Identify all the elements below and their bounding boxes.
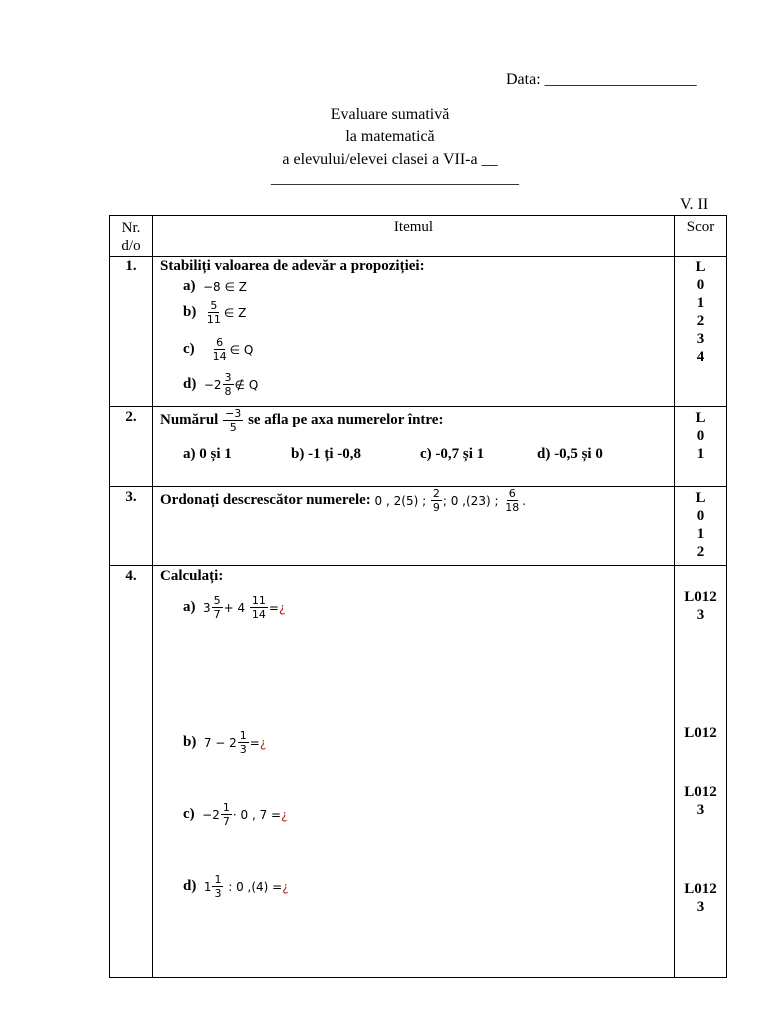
title-line-3: a elevului/elevei clasei a VII-a __ xyxy=(282,151,498,168)
item4c-score: L012 3 xyxy=(684,784,717,818)
item1-option-a: a) −8 ∈ Z xyxy=(183,278,247,294)
item4-prompt: Calculați: xyxy=(160,568,224,584)
item2-option-b: b) -1 ți -0,8 xyxy=(291,446,361,462)
item2-prompt: Numărul $\frac{-3}{5}$ se afla pe axa numerelor între: xyxy=(160,407,444,434)
item2-option-a: a) 0 și 1 xyxy=(183,446,232,462)
item1-score: L 0 1 2 3 4 xyxy=(695,259,706,365)
item4b-score: L012 xyxy=(684,725,717,741)
item2-option-c: c) -0,7 și 1 xyxy=(420,446,485,462)
item4d-score: L012 3 xyxy=(684,881,717,915)
item1-option-c: c) $\frac{6}{14}$ ∈ Q xyxy=(183,336,254,363)
item4-option-c: c) −2 $\frac{1}{7}$ · 0 , 7 = ¿ xyxy=(183,801,288,828)
item3-prompt: Ordonați descrescător numerele: 0 , 2(5) ; $\frac{2}{9}$ ; 0 ,(23) ; $\frac{6}{18}$ . xyxy=(160,487,527,514)
title-line-1: Evaluare sumativă xyxy=(330,106,450,123)
variant-label: V. II xyxy=(680,196,709,213)
item-number: 2. xyxy=(125,409,137,425)
column-header-score: Scor xyxy=(686,219,715,235)
column-header-nr: Nr. d/o xyxy=(121,220,141,254)
date-field: Data: ___________________ xyxy=(506,71,697,88)
student-name-line: _______________________________ xyxy=(271,170,519,187)
item4-option-d: d) 1 $\frac{1}{3}$ : 0 ,(4) = ¿ xyxy=(183,873,289,900)
item3-score: L 0 1 2 xyxy=(695,490,706,560)
item-number: 4. xyxy=(125,568,137,584)
item4-option-b: b) 7 − 2 $\frac{1}{3}$ = ¿ xyxy=(183,729,267,756)
item2-option-d: d) -0,5 și 0 xyxy=(537,446,603,462)
item1-option-d: d) −2 $\frac{3}{8}$ ∉ Q xyxy=(183,371,259,398)
item4-option-a: a) 3 $\frac{5}{7}$ + 4 $\frac{11}{14}$ = ¿ xyxy=(183,594,286,621)
item1-prompt: Stabiliți valoarea de adevăr a propoziției: xyxy=(160,258,425,274)
item-number: 1. xyxy=(125,258,137,274)
item2-score: L 0 1 xyxy=(695,410,706,462)
column-header-item: Itemul xyxy=(393,219,434,235)
item-number: 3. xyxy=(125,489,137,505)
title-line-2: la matematică xyxy=(345,128,435,145)
item4a-score: L012 3 xyxy=(684,589,717,623)
item1-option-b: b) $\frac{5}{11}$ ∈ Z xyxy=(183,299,247,326)
